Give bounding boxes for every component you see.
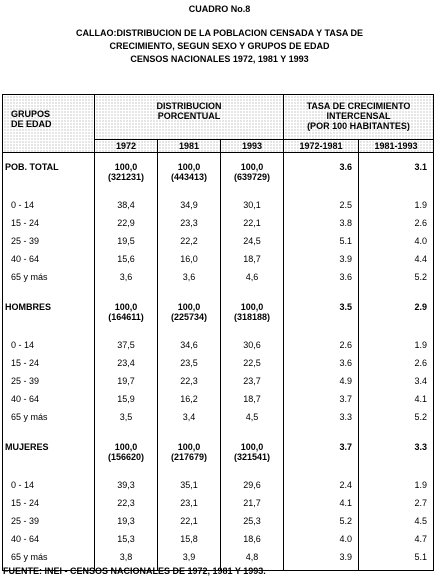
percent-cell: 3,5: [95, 412, 158, 430]
spacer-cell: [221, 430, 284, 442]
percent-cell: 34,6: [158, 340, 221, 358]
percent-cell: 37,5: [95, 340, 158, 358]
percent-cell: 3,6: [95, 272, 158, 290]
spacer-cell: [158, 290, 221, 302]
percent-cell: 23,7: [221, 376, 284, 394]
table-row: [3, 376, 434, 394]
total-cell: [95, 442, 158, 468]
header-year: 1972: [95, 140, 158, 153]
rate-cell: 2.4: [284, 480, 359, 498]
percent-cell: 4,5: [221, 412, 284, 430]
rate-cell: 5.2: [359, 412, 434, 430]
spacer-cell: [221, 468, 284, 480]
rate-cell: 3.7: [284, 394, 359, 412]
section-total-row: [3, 302, 434, 328]
spacer-cell: [95, 290, 158, 302]
spacer-cell: [284, 430, 359, 442]
table-row: [3, 516, 434, 534]
spacer-cell: [158, 430, 221, 442]
spacer-cell: [359, 468, 434, 480]
age-group: 0 - 14: [3, 340, 95, 358]
header-period: 1972-1981: [284, 140, 359, 153]
percent-cell: 21,7: [221, 498, 284, 516]
rate-cell: 4.9: [284, 376, 359, 394]
table-number: CUADRO No.8: [188, 4, 251, 14]
spacer-cell: [359, 328, 434, 340]
percent-cell: 16,0: [158, 254, 221, 272]
percent-cell: 22,1: [158, 516, 221, 534]
spacer-cell: [95, 328, 158, 340]
age-group: 15 - 24: [3, 218, 95, 236]
growth-rate: 3.6: [284, 153, 359, 189]
rate-cell: 1.9: [359, 340, 434, 358]
percent-cell: 22,9: [95, 218, 158, 236]
age-group: 65 y más: [3, 552, 95, 571]
total-percent: 100,0: [240, 162, 264, 172]
spacer-cell: [3, 468, 95, 480]
percent-cell: 18,7: [221, 254, 284, 272]
growth-rate: 3.7: [284, 442, 359, 468]
header-distribucion: DISTRIBUCION PORCENTUAL: [95, 95, 284, 140]
spacer-cell: [3, 290, 95, 302]
data-table: [2, 94, 434, 571]
table-row: [3, 358, 434, 376]
percent-cell: 15,9: [95, 394, 158, 412]
total-cell: [221, 302, 284, 328]
total-percent: 100,0: [177, 162, 201, 172]
age-group: 0 - 14: [3, 200, 95, 218]
total-absolute: (225734): [170, 312, 208, 322]
percent-cell: 19,5: [95, 236, 158, 254]
section-total-row: [3, 442, 434, 468]
rate-cell: 1.9: [359, 200, 434, 218]
percent-cell: 35,1: [158, 480, 221, 498]
percent-cell: 3,6: [158, 272, 221, 290]
total-percent: 100,0: [177, 302, 201, 312]
spacer-cell: [221, 290, 284, 302]
percent-cell: 34,9: [158, 200, 221, 218]
rate-cell: 3.6: [284, 358, 359, 376]
header-tasa: TASA DE CRECIMIENTO INTERCENSAL (POR 100 HABITANTES): [284, 95, 434, 140]
total-percent: 100,0: [177, 442, 201, 452]
total-percent: 100,0: [114, 302, 138, 312]
spacer-cell: [359, 290, 434, 302]
growth-rate: 3.3: [359, 442, 434, 468]
percent-cell: 19,7: [95, 376, 158, 394]
table-row: [3, 480, 434, 498]
age-group: 0 - 14: [3, 480, 95, 498]
total-cell: [158, 442, 221, 468]
spacer-cell: [284, 468, 359, 480]
page-title: [0, 27, 439, 66]
total-cell: [221, 153, 284, 189]
header-period: 1981-1993: [359, 140, 434, 153]
total-cell: [221, 442, 284, 468]
growth-rate: 3.5: [284, 302, 359, 328]
total-absolute: (639729): [233, 172, 271, 182]
percent-cell: 22,1: [221, 218, 284, 236]
table-row: [3, 498, 434, 516]
percent-cell: 15,3: [95, 534, 158, 552]
percent-cell: 22,3: [95, 498, 158, 516]
percent-cell: 23,3: [158, 218, 221, 236]
section-label: MUJERES: [3, 442, 95, 468]
percent-cell: 38,4: [95, 200, 158, 218]
rate-cell: 3.6: [284, 272, 359, 290]
spacer-cell: [284, 188, 359, 200]
percent-cell: 30,6: [221, 340, 284, 358]
rate-cell: 3.3: [284, 412, 359, 430]
rate-cell: 4.1: [284, 498, 359, 516]
spacer-cell: [95, 430, 158, 442]
spacer-cell: [3, 430, 95, 442]
table-row: [3, 272, 434, 290]
total-cell: [95, 302, 158, 328]
percent-cell: 23,1: [158, 498, 221, 516]
spacer-cell: [284, 290, 359, 302]
total-cell: [158, 153, 221, 189]
percent-cell: 39,3: [95, 480, 158, 498]
table-row: [3, 394, 434, 412]
section-total-row: [3, 153, 434, 189]
spacer-cell: [221, 188, 284, 200]
spacer-cell: [158, 468, 221, 480]
age-group: 15 - 24: [3, 498, 95, 516]
spacer-cell: [359, 430, 434, 442]
rate-cell: 3.8: [284, 218, 359, 236]
table-row: [3, 218, 434, 236]
percent-cell: 3,8: [95, 552, 158, 571]
growth-rate: 2.9: [359, 302, 434, 328]
total-absolute: (443413): [170, 172, 208, 182]
rate-cell: 4.0: [359, 236, 434, 254]
rate-cell: 2.7: [359, 498, 434, 516]
table-row: [3, 340, 434, 358]
percent-cell: 24,5: [221, 236, 284, 254]
rate-cell: 5.1: [284, 236, 359, 254]
rate-cell: 2.5: [284, 200, 359, 218]
age-group: 15 - 24: [3, 358, 95, 376]
percent-cell: 23,5: [158, 358, 221, 376]
table-row: [3, 412, 434, 430]
percent-cell: 22,2: [158, 236, 221, 254]
rate-cell: 3.4: [359, 376, 434, 394]
table-row: [3, 534, 434, 552]
rate-cell: 3.9: [284, 254, 359, 272]
header-grupos: GRUPOS DE EDAD: [3, 95, 95, 153]
total-absolute: (321541): [233, 452, 271, 462]
rate-cell: 4.0: [284, 534, 359, 552]
percent-cell: 3,9: [158, 552, 221, 571]
total-cell: [95, 153, 158, 189]
section-label: HOMBRES: [3, 302, 95, 328]
spacer-cell: [158, 328, 221, 340]
age-group: 40 - 64: [3, 534, 95, 552]
percent-cell: 29,6: [221, 480, 284, 498]
rate-cell: 2.6: [359, 358, 434, 376]
percent-cell: 3,4: [158, 412, 221, 430]
rate-cell: 5.1: [359, 552, 434, 571]
rate-cell: 4.5: [359, 516, 434, 534]
percent-cell: 23,4: [95, 358, 158, 376]
section-label: POB. TOTAL: [3, 153, 95, 189]
rate-cell: 4.1: [359, 394, 434, 412]
percent-cell: 22,3: [158, 376, 221, 394]
rate-cell: 1.9: [359, 480, 434, 498]
total-absolute: (156620): [107, 452, 145, 462]
percent-cell: 25,3: [221, 516, 284, 534]
table-row: [3, 254, 434, 272]
age-group: 40 - 64: [3, 394, 95, 412]
rate-cell: 5.2: [359, 272, 434, 290]
spacer-cell: [95, 468, 158, 480]
total-percent: 100,0: [114, 162, 138, 172]
rate-cell: 2.6: [284, 340, 359, 358]
spacer-cell: [95, 188, 158, 200]
percent-cell: 18,6: [221, 534, 284, 552]
percent-cell: 16,2: [158, 394, 221, 412]
percent-cell: 15,8: [158, 534, 221, 552]
total-absolute: (164611): [108, 312, 144, 322]
spacer-cell: [221, 328, 284, 340]
percent-cell: 4,8: [221, 552, 284, 571]
source-note: FUENTE: INEI - CENSOS NACIONALES DE 1972, 1981 Y 1993.: [3, 566, 266, 576]
total-percent: 100,0: [114, 442, 138, 452]
rate-cell: 5.2: [284, 516, 359, 534]
age-group: 65 y más: [3, 272, 95, 290]
total-cell: [158, 302, 221, 328]
age-group: 25 - 39: [3, 516, 95, 534]
spacer-cell: [158, 188, 221, 200]
table-row: [3, 200, 434, 218]
spacer-cell: [3, 328, 95, 340]
spacer-cell: [3, 188, 95, 200]
title-line: CENSOS NACIONALES 1972, 1981 Y 1993: [130, 54, 309, 64]
header-year: 1981: [158, 140, 221, 153]
total-absolute: (318188): [233, 312, 271, 322]
growth-rate: 3.1: [359, 153, 434, 189]
total-absolute: (217679): [170, 452, 208, 462]
total-percent: 100,0: [240, 302, 264, 312]
percent-cell: 15,6: [95, 254, 158, 272]
age-group: 25 - 39: [3, 376, 95, 394]
percent-cell: 19,3: [95, 516, 158, 534]
rate-cell: 4.4: [359, 254, 434, 272]
age-group: 40 - 64: [3, 254, 95, 272]
percent-cell: 18,7: [221, 394, 284, 412]
percent-cell: 30,1: [221, 200, 284, 218]
table-row: [3, 236, 434, 254]
percent-cell: 4,6: [221, 272, 284, 290]
header-year: 1993: [221, 140, 284, 153]
spacer-cell: [284, 328, 359, 340]
percent-cell: 22,5: [221, 358, 284, 376]
title-line: CRECIMIENTO, SEGUN SEXO Y GRUPOS DE EDAD: [109, 41, 330, 51]
age-group: 65 y más: [3, 412, 95, 430]
total-absolute: (321231): [107, 172, 145, 182]
rate-cell: 2.6: [359, 218, 434, 236]
rate-cell: 3.9: [284, 552, 359, 571]
rate-cell: 4.7: [359, 534, 434, 552]
total-percent: 100,0: [240, 442, 264, 452]
age-group: 25 - 39: [3, 236, 95, 254]
title-line: CALLAO:DISTRIBUCION DE LA POBLACION CENSADA Y TASA DE: [75, 28, 363, 38]
spacer-cell: [359, 188, 434, 200]
